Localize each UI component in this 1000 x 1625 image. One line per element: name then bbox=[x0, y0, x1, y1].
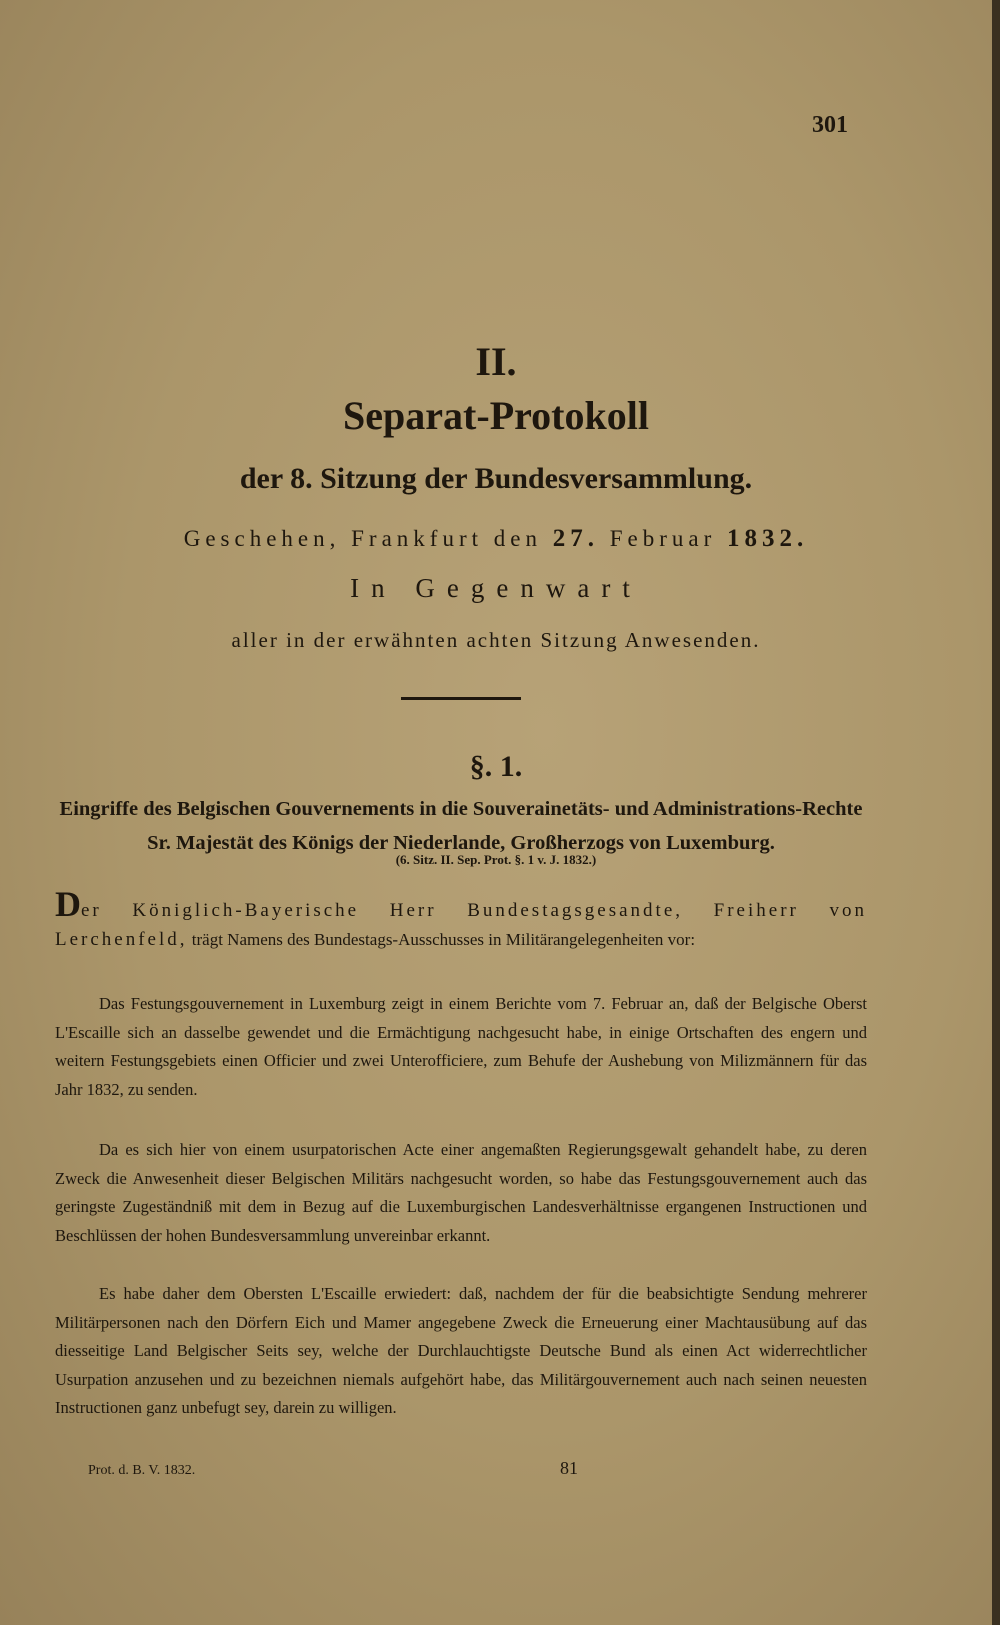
dateline bbox=[0, 525, 992, 553]
scan-edge bbox=[992, 0, 1000, 1625]
intro-paragraph bbox=[55, 884, 867, 954]
document-subtitle: der 8. Sitzung der Bundesversammlung. bbox=[239, 462, 753, 495]
body-paragraph: Das Festungsgouvernement in Luxemburg zeigt in einem Berichte vom 7. Februar an, daß der Belgische Oberst L'Escaille sich an dasselbe gewendet und die Ermächtigung nachgesucht habe, in einige Ortschaften des engern und weitern Festungsgebiets einen Officier und zwei Unterofficiere, zum Behufe der Aushebung von Milizmännern für das Jahr 1832, zu senden. bbox=[55, 994, 867, 1099]
dateline-prefix: Geschehen, Frankfurt den bbox=[183, 526, 553, 551]
intro-speaker: er Königlich-Bayerische Herr Bundestagsgesandte, Freiherr von Lerchenfeld, bbox=[55, 900, 867, 950]
section-heading: Eingriffe des Belgischen Gouvernements in die Souverainetäts- und Administrations-Rechte Sr. Majestät des Königs der Niederlande, Großherzogs von Luxemburg. bbox=[59, 798, 863, 854]
body-paragraph: Da es sich hier von einem usurpatorischen Acte einer angemaßten Regierungsgewalt gehandelt habe, zu deren Zweck die Anwesenheit dieser Belgischen Militärs nachgesucht worden, so habe das Festungsgouvernement auch das geringste Zugeständniß mit dem in Bezug auf die Luxemburgischen Landesverhältnisse ergangenen Instructionen und Beschlüssen der hohen Bundesversammlung unvereinbar erkannt. bbox=[55, 1140, 867, 1245]
section-reference: (6. Sitz. II. Sep. Prot. §. 1 v. J. 1832.) bbox=[395, 852, 597, 867]
presence-heading: In Gegenwart bbox=[350, 573, 642, 603]
drop-cap: D bbox=[55, 884, 81, 924]
footer-signature-mark: 81 bbox=[560, 1458, 578, 1478]
dateline-day: 27. bbox=[552, 525, 599, 552]
intro-rest: trägt Namens des Bundestags-Ausschusses in Militärangelegenheiten vor: bbox=[187, 930, 696, 949]
dateline-month: Februar bbox=[598, 526, 727, 551]
section-roman-numeral: II. bbox=[475, 339, 517, 384]
body-paragraph: Es habe daher dem Obersten L'Escaille erwiedert: daß, nachdem der für die beabsichtigte Sendung mehrerer Militärpersonen nach den Dörfern Eich und Mamer angegebene Zweck die Erneuerung einer Machtausübung auf das diesseitige Land Belgischer Seits sey, welche der Durchlauchtigste Deutsche Bund als einen Act widerrechtlicher Usurpation anzusehen und zu bezeichnen niemals aufgehört habe, das Militärgouvernement auch nach seinen neuesten Instructionen ganz unbefugt sey, darein zu willigen. bbox=[55, 1284, 867, 1418]
document-title: Separat-Protokoll bbox=[343, 393, 649, 438]
divider-rule bbox=[401, 697, 521, 700]
page-number: 301 bbox=[812, 112, 848, 138]
footer-imprint: Prot. d. B. V. 1832. bbox=[88, 1463, 196, 1478]
dateline-year: 1832. bbox=[727, 525, 809, 552]
presence-detail: aller in der erwähnten achten Sitzung Anwesenden. bbox=[231, 628, 761, 652]
section-number: §. 1. bbox=[469, 750, 523, 783]
